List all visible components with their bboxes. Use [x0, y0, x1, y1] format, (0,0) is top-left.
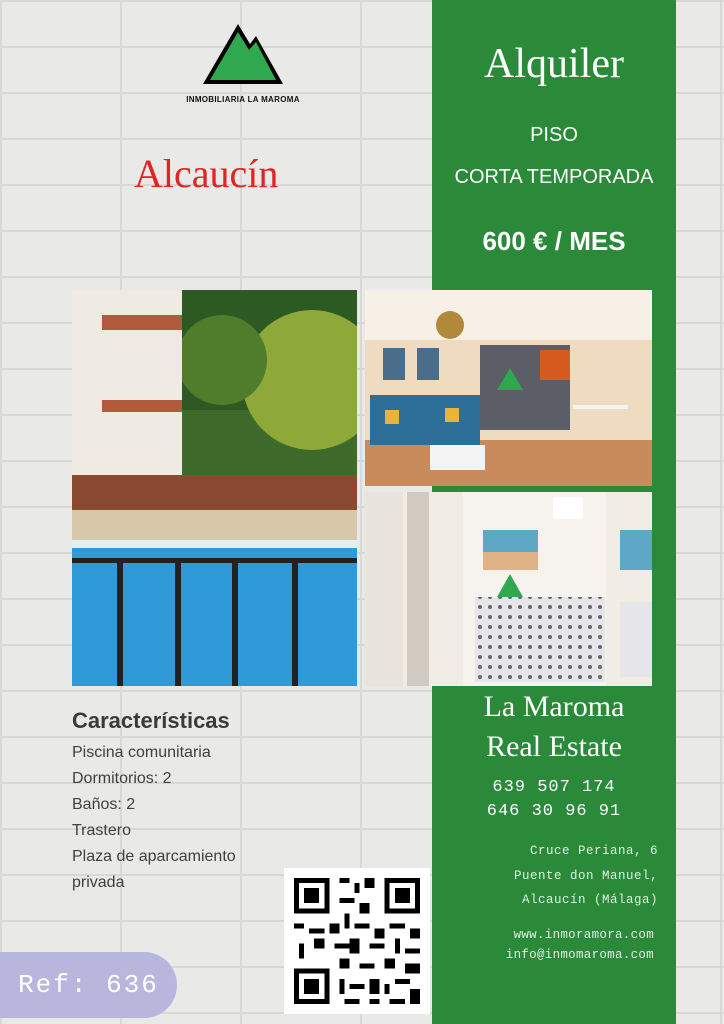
feature-item: privada — [72, 874, 125, 891]
bedroom-photo — [365, 492, 652, 686]
property-type: PISO — [530, 124, 578, 146]
phone-number[interactable]: 646 30 96 91 — [486, 802, 622, 821]
address-line: Cruce Periana, 6 — [529, 844, 658, 858]
town-title: Alcaucín — [134, 151, 279, 196]
email-link[interactable]: info@inmomaroma.com — [505, 948, 654, 962]
pool-photo — [72, 290, 357, 686]
qr-code[interactable] — [284, 868, 430, 1014]
address-line: Puente don Manuel, — [513, 869, 658, 883]
feature-item: Trastero — [72, 822, 131, 839]
living-room-photo — [365, 290, 652, 486]
feature-item: Dormitorios: 2 — [72, 770, 172, 787]
feature-item: Baños: 2 — [72, 796, 136, 813]
feature-item: Plaza de aparcamiento — [72, 848, 236, 865]
features-heading: Características — [72, 708, 230, 733]
website-link[interactable]: www.inmoramora.com — [513, 928, 654, 942]
feature-item: Piscina comunitaria — [72, 744, 211, 761]
logo-text: INMOBILIARIA LA MAROMA — [186, 95, 300, 104]
reference-badge: Ref: 636 — [0, 952, 177, 1018]
company-logo — [178, 18, 308, 104]
rental-term: CORTA TEMPORADA — [454, 166, 654, 188]
price: 600 € / MES — [482, 226, 626, 256]
phone-number[interactable]: 639 507 174 — [492, 778, 616, 797]
mountain-logo-icon — [198, 18, 288, 88]
operation-title: Alquiler — [484, 41, 624, 87]
address-line: Alcaucín (Málaga) — [521, 893, 658, 907]
company-name-line2: Real Estate — [486, 730, 622, 763]
company-name-line1: La Maroma — [483, 690, 625, 723]
